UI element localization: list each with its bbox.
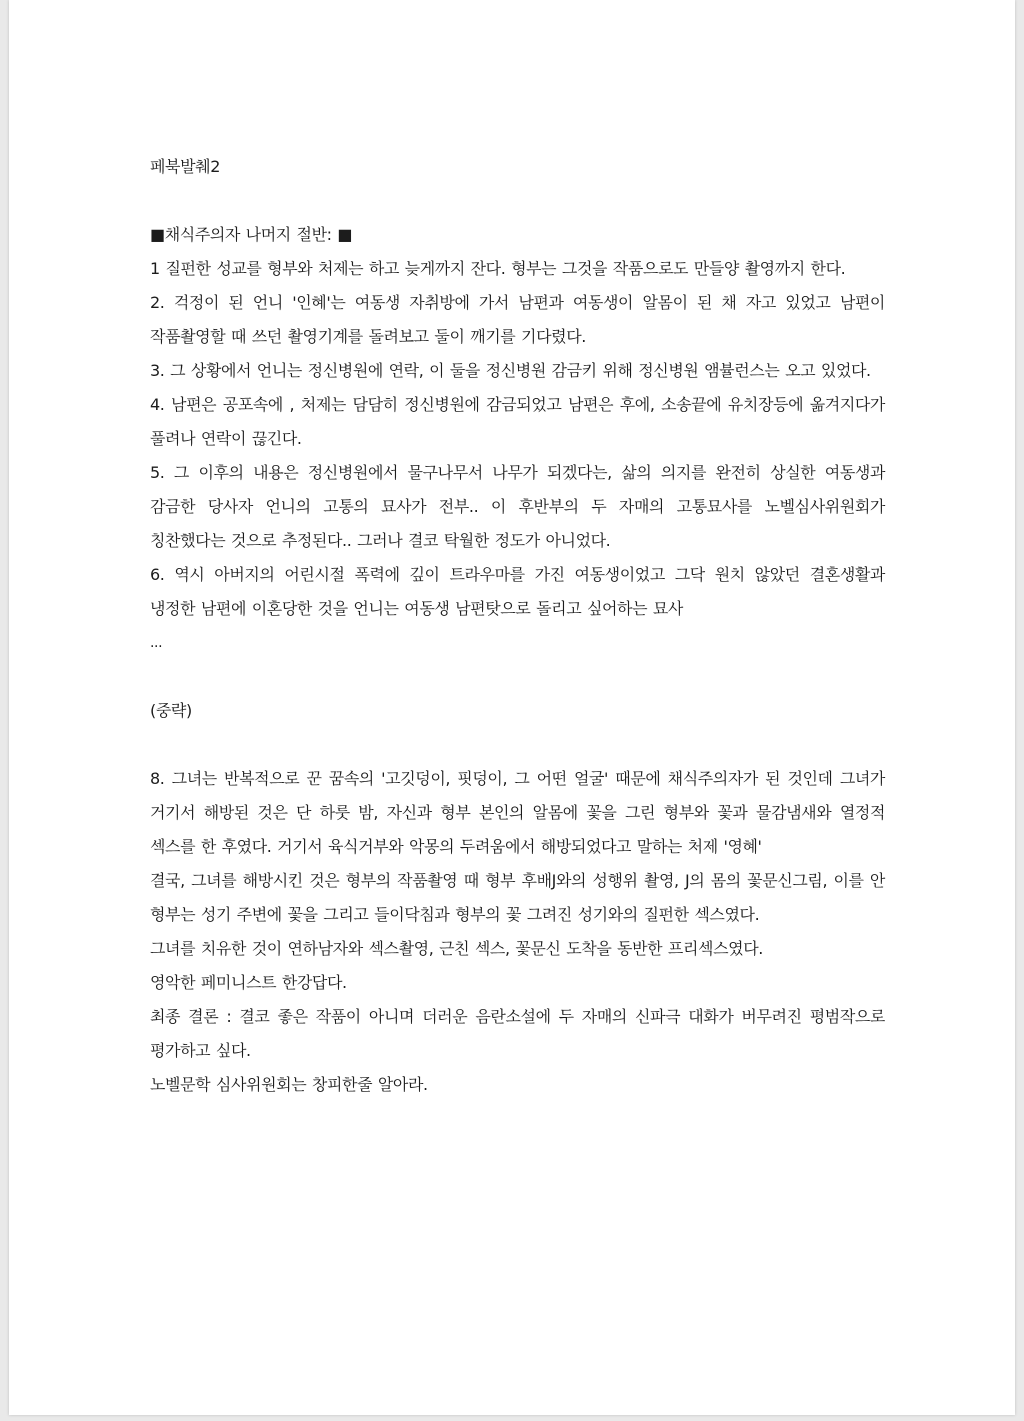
paragraph-item-4: 4. 남편은 공포속에 , 처제는 담담히 정신병원에 감금되었고 남편은 후에, 소송끝에 유치장등에 옮겨지다가 풀려나 연락이 끊긴다. (150, 395, 885, 448)
document-page (9, 0, 1015, 1415)
spacer (150, 728, 885, 762)
document-title: 페북발췌2 (150, 157, 221, 176)
ellipsis-text: ... (150, 635, 163, 651)
paragraph-conclusion-2: 그녀를 치유한 것이 연하남자와 섹스촬영, 근친 섹스, 꽃문신 도착을 동반한 프리섹스였다. (150, 939, 763, 958)
paragraph-final-verdict: 최종 결론 : 결코 좋은 작품이 아니며 더러운 음란소설에 두 자매의 신파극 대화가 버무려진 평범작으로 평가하고 싶다. (150, 1007, 885, 1060)
paragraph-conclusion-1: 결국, 그녀를 해방시킨 것은 형부의 작품촬영 때 형부 후배J와의 성행위 촬영, J의 몸의 꽃문신그림, 이를 안 형부는 성기 주변에 꽃을 그리고 들이닥침과 형부의 꽃 그려진 성기와의 질펀한 섹스였다. (150, 871, 885, 924)
document-body (150, 150, 885, 1102)
paragraph-item-6: 6. 역시 아버지의 어린시절 폭력에 깊이 트라우마를 가진 여동생이었고 그닥 원치 않았던 결혼생활과 냉정한 남편에 이혼당한 것을 언니는 여동생 남편탓으로 돌리고 싶어하는 묘사 (150, 565, 885, 618)
paragraph-item-1: 1 질펀한 성교를 형부와 처제는 하고 늦게까지 잔다. 형부는 그것을 작품으로도 만들양 촬영까지 한다. (150, 259, 846, 278)
paragraph-item-2: 2. 걱정이 된 언니 '인혜'는 여동생 자취방에 가서 남편과 여동생이 알몸이 된 채 자고 있었고 남편이 작품촬영할 때 쓰던 촬영기계를 돌려보고 둘이 깨기를 기다렸다. (150, 293, 885, 346)
paragraph-item-8: 8. 그녀는 반복적으로 꾼 꿈속의 '고깃덩이, 핏덩이, 그 어떤 얼굴' 때문에 채식주의자가 된 것인데 그녀가 거기서 해방된 것은 단 하룻 밤, 자신과 형부 본인의 알몸에 꽃을 그린 형부와 꽃과 물감냄새와 열정적 섹스를 한 후였다. 거기서 육식거부와 악몽의 두려움에서 해방되었다고 말하는 처제 '영혜' (150, 769, 885, 856)
paragraph-item-3: 3. 그 상황에서 언니는 정신병원에 연락, 이 둘을 정신병원 감금키 위해 정신병원 앰뷸런스는 오고 있었다. (150, 361, 871, 380)
paragraph-closing: 노벨문학 심사위원회는 창피한줄 알아라. (150, 1075, 428, 1094)
spacer (150, 660, 885, 694)
paragraph-item-5: 5. 그 이후의 내용은 정신병원에서 물구나무서 나무가 되겠다는, 삶의 의지를 완전히 상실한 여동생과 감금한 당사자 언니의 고통의 묘사가 전부.. 이 후반부의 두 자매의 고통묘사를 노벨심사위원회가 칭찬했다는 것으로 추정된다.. 그러나 결코 탁월한 정도가 아니었다. (150, 463, 885, 550)
paragraph-conclusion-3: 영악한 페미니스트 한강답다. (150, 973, 347, 992)
omitted-marker: (중략) (150, 701, 192, 720)
section-heading: ■채식주의자 나머지 절반: ■ (150, 225, 353, 244)
